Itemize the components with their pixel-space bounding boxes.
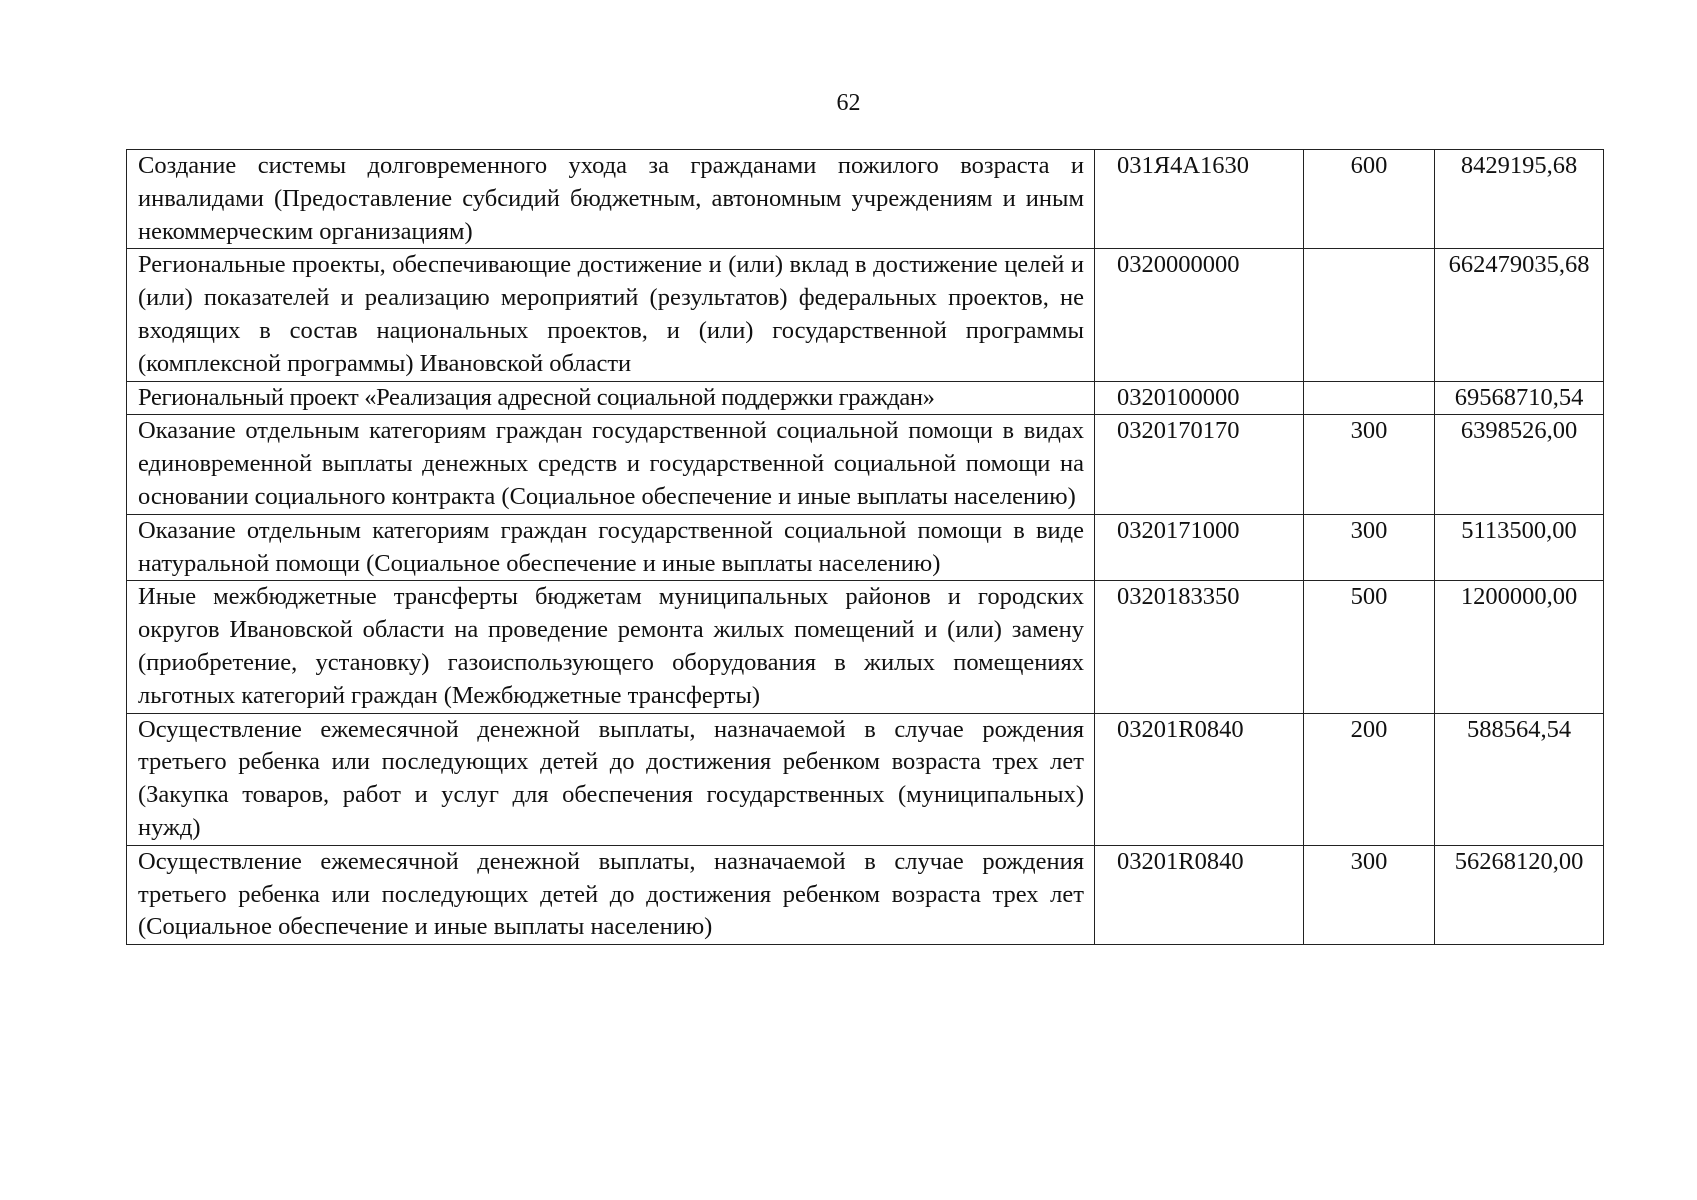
table-row: [127, 249, 1604, 381]
cell-name: [127, 150, 1095, 249]
cell-code: 03201R0840: [1095, 713, 1304, 845]
name-text: Региональные проекты, обеспечивающие достижение и (или) вклад в достижение целей и (или) показателей и реализацию мероприятий (результатов) федеральных проектов, не входящих в состав национальных проектов, и (или) государственной программы (комплексной программы) Ивановской области: [138, 251, 1084, 377]
name-text: Оказание отдельным категориям граждан государственной социальной помощи в виде натуральной помощи (Социальное обеспечение и иные выплаты населению): [138, 516, 1084, 577]
cell-expense-type: 200: [1304, 713, 1435, 845]
table-row: [127, 845, 1604, 944]
table-row: [127, 713, 1604, 845]
cell-expense-type: 500: [1304, 581, 1435, 713]
cell-amount: 5113500,00: [1435, 514, 1604, 581]
cell-expense-type: 300: [1304, 415, 1435, 514]
cell-code: 0320171000: [1095, 514, 1304, 581]
cell-amount: 588564,54: [1435, 713, 1604, 845]
table-row: [127, 581, 1604, 713]
budget-table: [126, 149, 1604, 945]
name-text: Региональный проект «Реализация адресной социальной поддержки граждан»: [138, 383, 935, 411]
cell-name: [127, 381, 1095, 415]
cell-code: 0320183350: [1095, 581, 1304, 713]
name-text: Осуществление ежемесячной денежной выплаты, назначаемой в случае рождения третьего ребенка или последующих детей до достижения ребенком возраста трех лет (Социальное обеспечение и иные выплаты населению): [138, 847, 1084, 941]
cell-code: 031Я4А1630: [1095, 150, 1304, 249]
cell-code: 0320000000: [1095, 249, 1304, 381]
cell-expense-type: [1304, 381, 1435, 415]
cell-name: [127, 581, 1095, 713]
table-row: [127, 381, 1604, 415]
cell-name: [127, 249, 1095, 381]
table-row: [127, 150, 1604, 249]
cell-expense-type: 300: [1304, 514, 1435, 581]
cell-name: [127, 845, 1095, 944]
cell-code: 0320170170: [1095, 415, 1304, 514]
cell-expense-type: [1304, 249, 1435, 381]
cell-name: [127, 514, 1095, 581]
cell-expense-type: 600: [1304, 150, 1435, 249]
name-text: Создание системы долговременного ухода за гражданами пожилого возраста и инвалидами (Предоставление субсидий бюджетным, автономным учреждениям и иным некоммерческим организациям): [138, 152, 1084, 245]
cell-amount: 6398526,00: [1435, 415, 1604, 514]
cell-amount: 56268120,00: [1435, 845, 1604, 944]
cell-expense-type: 300: [1304, 845, 1435, 944]
cell-amount: 1200000,00: [1435, 581, 1604, 713]
cell-name: [127, 415, 1095, 514]
table-row: [127, 415, 1604, 514]
page-number: 62: [836, 90, 861, 116]
name-text: Осуществление ежемесячной денежной выплаты, назначаемой в случае рождения третьего ребенка или последующих детей до достижения ребенком возраста трех лет (Закупка товаров, работ и услуг для обеспечения государственных (муниципальных) нужд): [138, 715, 1084, 841]
cell-code: 0320100000: [1095, 381, 1304, 415]
cell-amount: 8429195,68: [1435, 150, 1604, 249]
cell-amount: 69568710,54: [1435, 381, 1604, 415]
name-text: Оказание отдельным категориям граждан государственной социальной помощи в видах единовременной выплаты денежных средств и государственной социальной помощи на основании социального контракта (Социальное обеспечение и иные выплаты населению): [138, 417, 1084, 510]
cell-amount: 662479035,68: [1435, 249, 1604, 381]
cell-code: 03201R0840: [1095, 845, 1304, 944]
table-row: [127, 514, 1604, 581]
cell-name: [127, 713, 1095, 845]
name-text: Иные межбюджетные трансферты бюджетам муниципальных районов и городских округов Ивановской области на проведение ремонта жилых помещений и (или) замену (приобретение, установку) газоиспользующего оборудования в жилых помещениях льготных категорий граждан (Межбюджетные трансферты): [138, 583, 1084, 709]
